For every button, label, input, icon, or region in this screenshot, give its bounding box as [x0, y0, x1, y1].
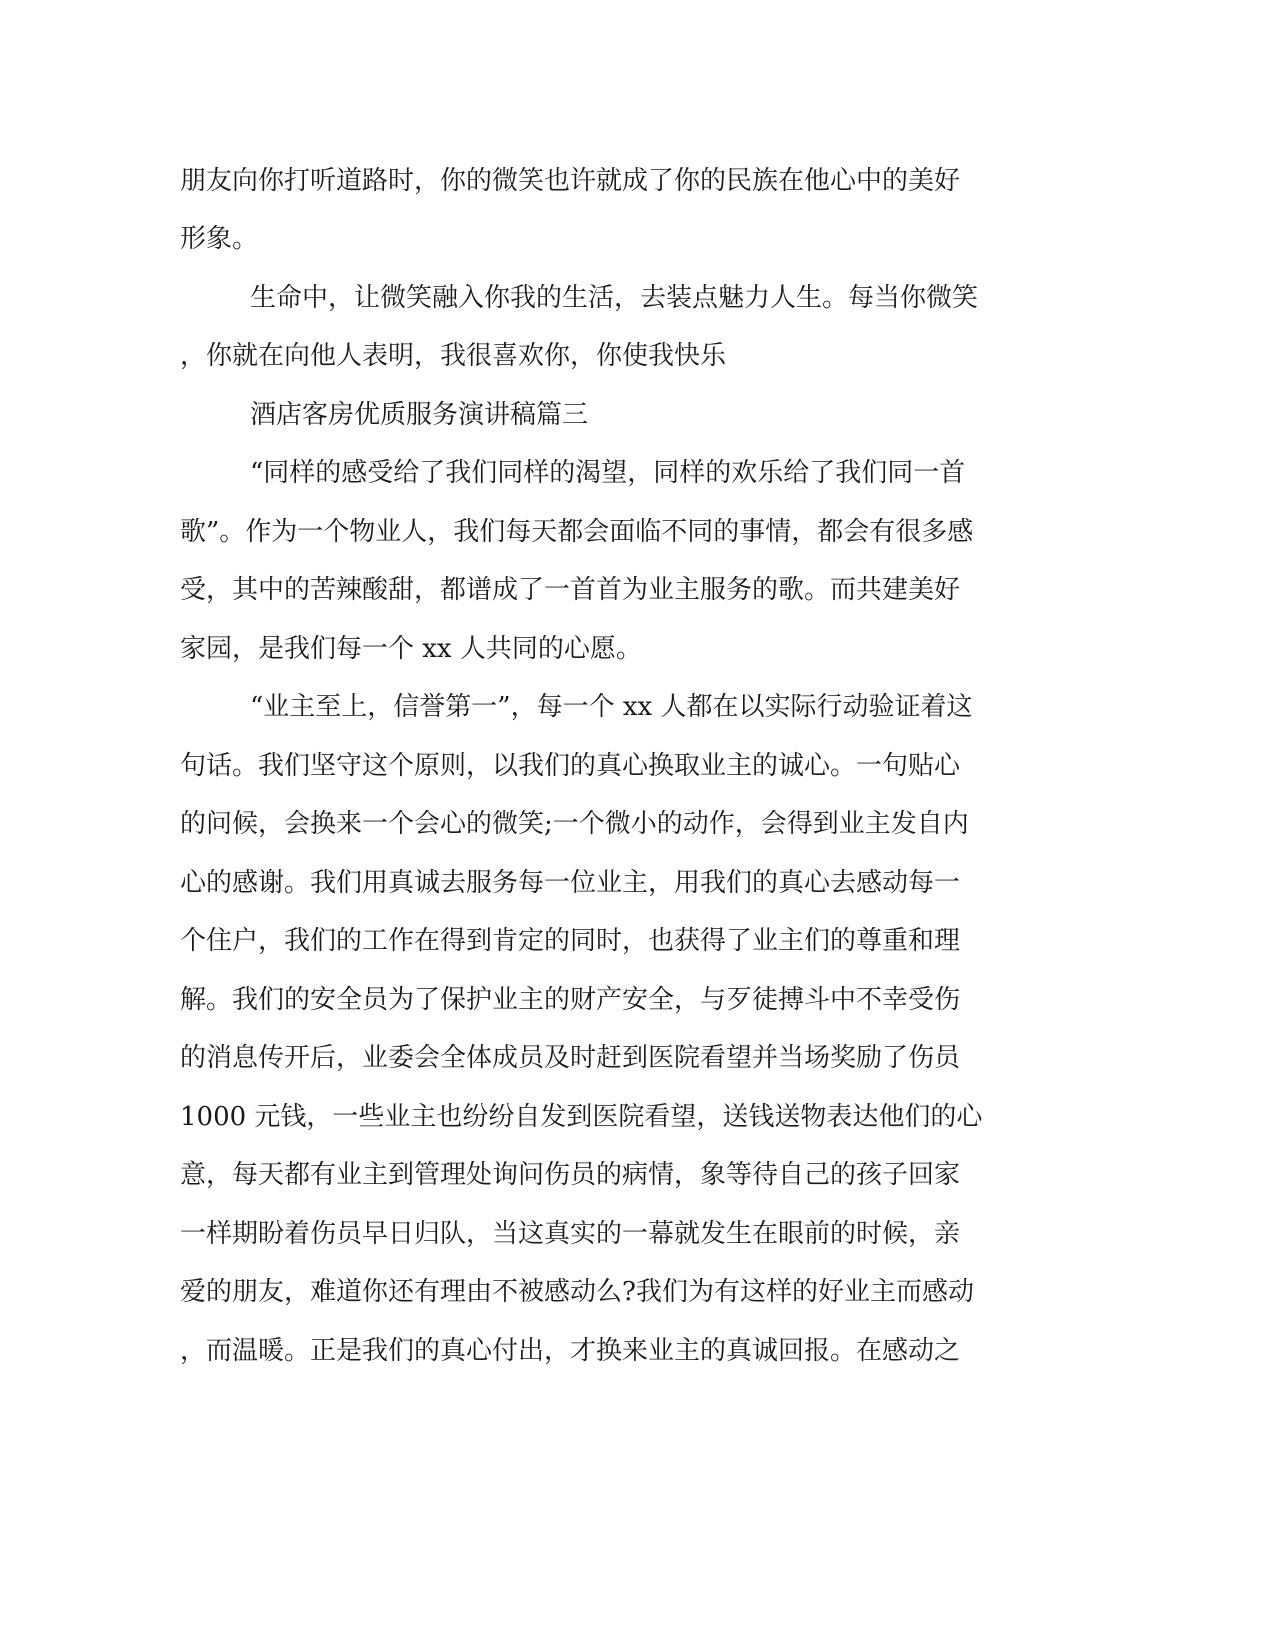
- text-line: ，你就在向他人表明，我很喜欢你，你使我快乐: [180, 341, 727, 371]
- text-line: 的消息传开后，业委会全体成员及时赶到医院看望并当场奖励了伤员: [180, 1043, 961, 1073]
- text-line: 形象。: [180, 224, 259, 254]
- section-heading: 酒店客房优质服务演讲稿篇三: [250, 400, 589, 430]
- text-line: 个住户，我们的工作在得到肯定的同时，也获得了业主们的尊重和理: [180, 926, 961, 956]
- text-line: 意，每天都有业主到管理处询问伤员的病情，象等待自己的孩子回家: [180, 1160, 961, 1190]
- text-line: 心的感谢。我们用真诚去服务每一位业主，用我们的真心去感动每一: [180, 868, 961, 898]
- text-line: 歌”。作为一个物业人，我们每天都会面临不同的事情，都会有很多感: [180, 517, 974, 547]
- text-line: 一样期盼着伤员早日归队，当这真实的一幕就发生在眼前的时候，亲: [180, 1219, 961, 1249]
- text-line: 爱的朋友，难道你还有理由不被感动么?我们为有这样的好业主而感动: [180, 1277, 974, 1307]
- text-line: 生命中，让微笑融入你我的生活，去装点魅力人生。每当你微笑: [250, 283, 979, 313]
- text-line: 朋友向你打听道路时，你的微笑也许就成了你的民族在他心中的美好: [180, 166, 961, 196]
- text-line: ，而温暖。正是我们的真心付出，才换来业主的真诚回报。在感动之: [180, 1336, 961, 1366]
- text-line: “同样的感受给了我们同样的渴望，同样的欢乐给了我们同一首: [250, 458, 966, 488]
- text-line: 的问候，会换来一个会心的微笑;一个微小的动作，会得到业主发自内: [180, 809, 969, 839]
- text-line: 句话。我们坚守这个原则，以我们的真心换取业主的诚心。一句贴心: [180, 751, 961, 781]
- text-line: “业主至上，信誉第一”，每一个 xx 人都在以实际行动验证着这: [250, 692, 973, 722]
- text-line: 解。我们的安全员为了保护业主的财产安全，与歹徒搏斗中不幸受伤: [180, 985, 961, 1015]
- text-line: 1000 元钱，一些业主也纷纷自发到医院看望，送钱送物表达他们的心: [180, 1102, 983, 1132]
- text-line: 家园，是我们每一个 xx 人共同的心愿。: [180, 634, 642, 664]
- text-line: 受，其中的苦辣酸甜，都谱成了一首首为业主服务的歌。而共建美好: [180, 575, 961, 605]
